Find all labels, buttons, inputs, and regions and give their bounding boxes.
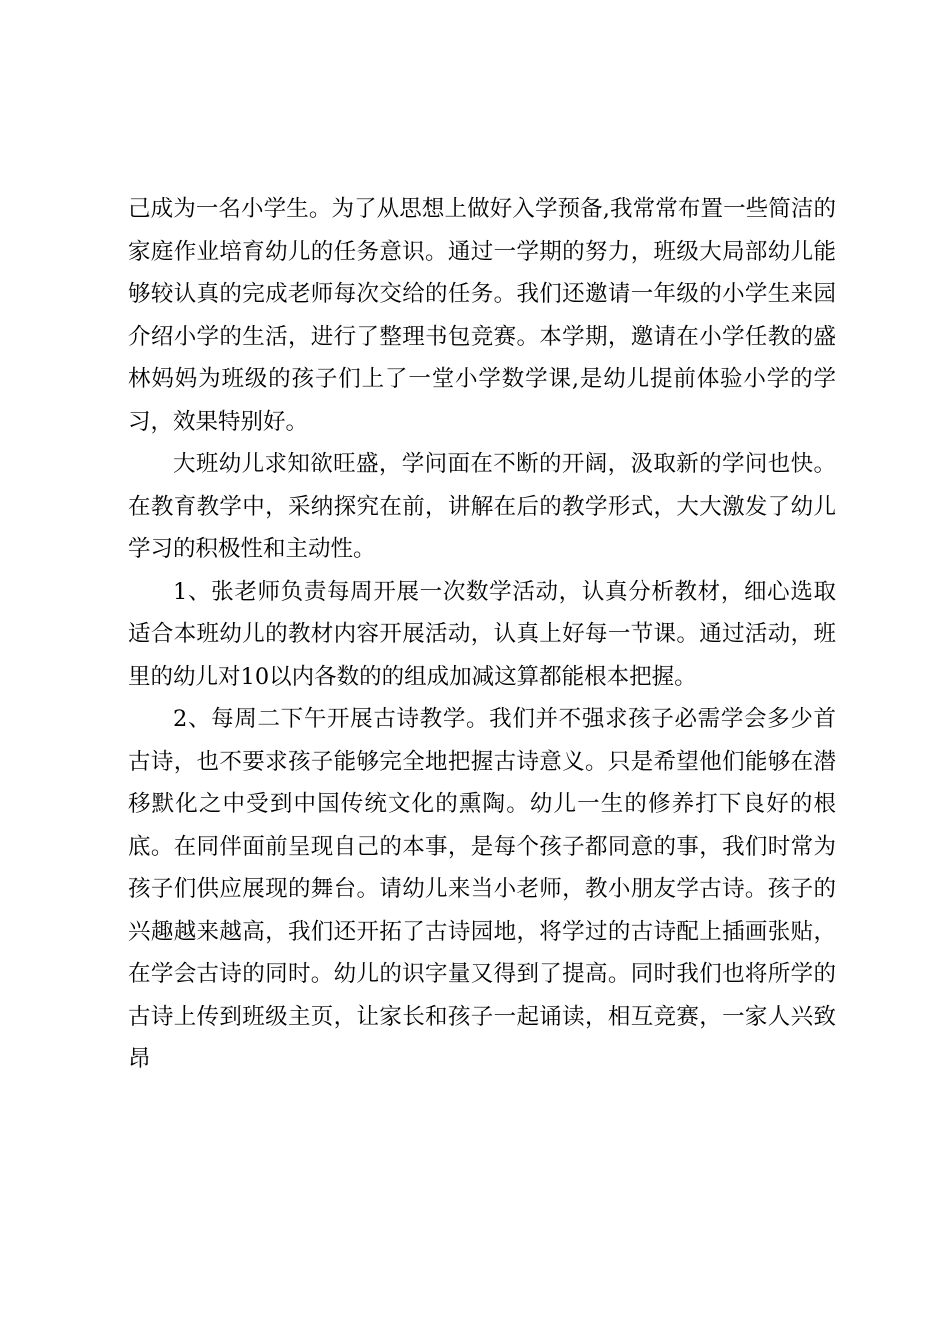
paragraph-1: 己成为一名小学生。为了从思想上做好入学预备,我常常布置一些简洁的家庭作业培育幼儿的任务意识。通过一学期的努力，班级大局部幼儿能够较认真的完成老师每次交给的任务。我们还邀请一年级的小学生来园介绍小学的生活，进行了整理书包竞赛。本学期，邀请在小学任教的盛林妈妈为班级的孩子们上了一堂小学数学课,是幼儿提前体验小学的学习，效果特别好。 — [128, 196, 836, 435]
paragraph-3: 1、张老师负责每周开展一次数学活动，认真分析教材，细心选取适合本班幼儿的教材内容开展活动，认真上好每一节课。通过活动，班里的幼儿对10以内各数的的组成加减这算都能根本把握。 — [128, 578, 836, 690]
document-body — [128, 188, 836, 1081]
paragraph-2: 大班幼儿求知欲旺盛，学问面在不断的开阔，汲取新的学问也快。在教育教学中，采纳探究在前，讲解在后的教学形式，大大激发了幼儿学习的积极性和主动性。 — [128, 451, 836, 562]
paragraph-4: 2、每周二下午开展古诗教学。我们并不强求孩子必需学会多少首古诗，也不要求孩子能够完全地把握古诗意义。只是希望他们能够在潜移默化之中受到中国传统文化的熏陶。幼儿一生的修养打下良好的根底。在同伴面前呈现自己的本事，是每个孩子都同意的事，我们时常为孩子们供应展现的舞台。请幼儿来当小老师，教小朋友学古诗。孩子的兴趣越来越高，我们还开拓了古诗园地，将学过的古诗配上插画张贴，在学会古诗的同时。幼儿的识字量又得到了提高。同时我们也将所学的古诗上传到班级主页，让家长和孩子一起诵读，相互竞赛，一家人兴致昂 — [128, 706, 836, 1072]
